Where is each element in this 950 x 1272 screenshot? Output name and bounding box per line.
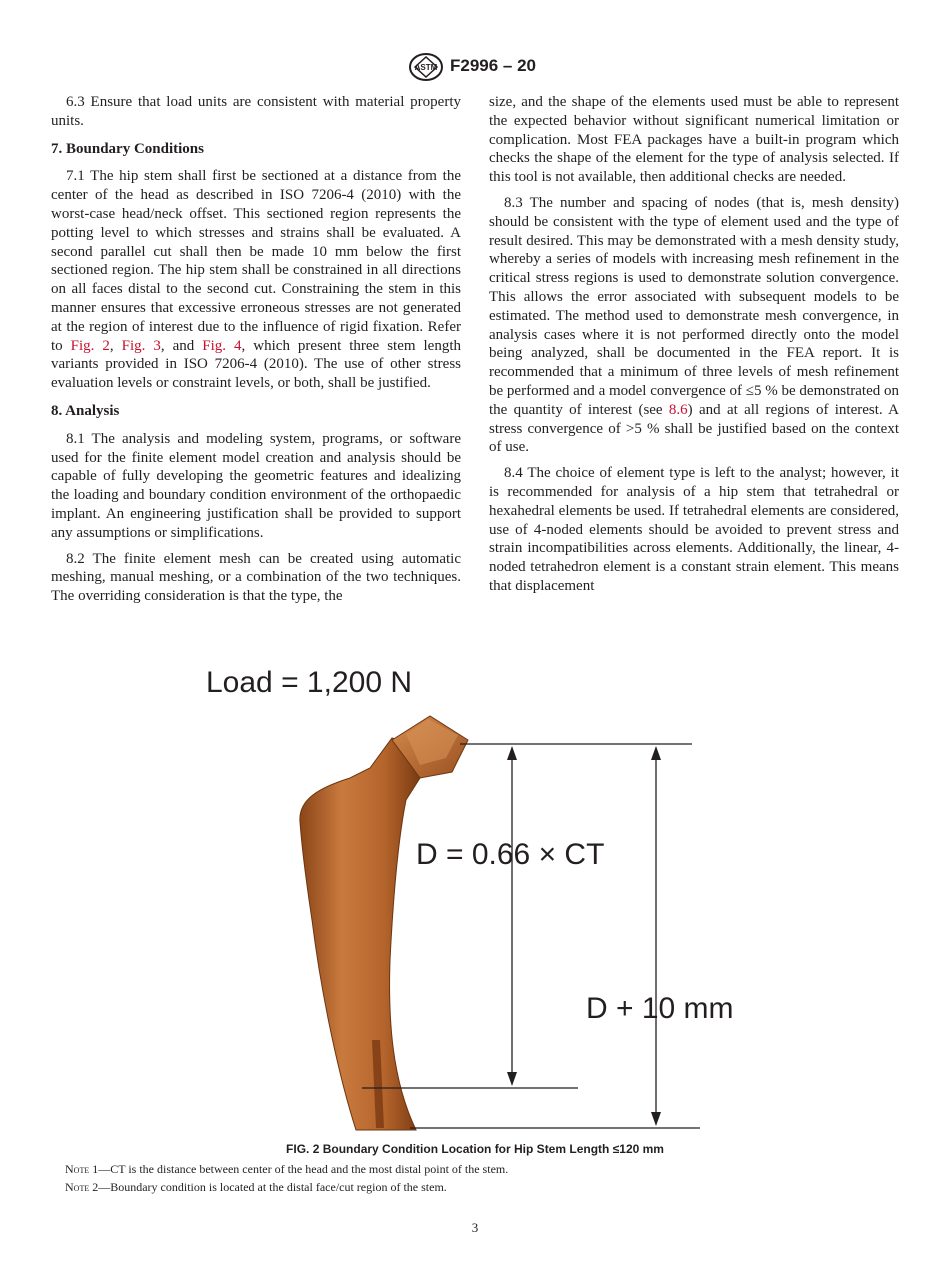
d10-label: D + 10 mm (586, 992, 734, 1025)
paragraph-8-2: 8.2 The finite element mesh can be created using automatic meshing, manual meshing, or a combination of the two techniques. The overriding consideration is that the type, the (51, 550, 461, 605)
paragraph-8-4: 8.4 The choice of element type is left to the analyst; however, it is recommended for analysis of a hip stem that tetrahedral or hexahedral elements be used. If tetrahedral elements are considered, use of 4-noded elements should be avoided to prevent stress and strain incompatibilities across elements. Additionally, the linear, 4-noded tetrahedron element is a constant strain element. This means that displacement (489, 465, 899, 594)
note-2-text: 2—Boundary condition is located at the distal face/cut region of the stem. (89, 1180, 447, 1194)
page-number: 3 (471, 1220, 479, 1235)
right-column (489, 93, 899, 603)
d10-arrow-bottom-icon (651, 1112, 661, 1126)
paragraph-8-2-continued: size, and the shape of the elements used must be able to represent the expected behavior without significant numerical limitation or complication. Most FEA packages have a built-in program which checks the shape of the element for the type of analysis selected. If this tool is not available, then additional checks are needed. (489, 94, 899, 186)
paragraph-6-3: 6.3 Ensure that load units are consistent with material property units. (51, 94, 461, 129)
left-column (51, 93, 461, 613)
paragraph-8-3-text-a: 8.3 The number and spacing of nodes (that is, mesh density) should be consistent with the type of element used and the type of result desired. This may be demonstrated with a mesh density study, whereby a series of models with increasing mesh refinement in the critical stress regions is used to demonstrate solution convergence. This allows the error associated with subsequent models to be estimated. The method used to demonstrate mesh convergence, in analysis cases where it is not performed directly onto the model being analyzed, shall be documented in the FEA report. It is recommended that a minimum of three levels of mesh refinement be performed and a model convergence of ≤5 % be demonstrated on the quantity of interest (see (489, 194, 899, 418)
paragraph-8-3 (489, 194, 899, 457)
note-2 (65, 1178, 508, 1196)
d-formula-label: D = 0.66 × CT (416, 838, 605, 871)
d-arrow-bottom-icon (507, 1072, 517, 1086)
section-heading-8: 8. Analysis (51, 402, 120, 419)
link-fig-2[interactable]: Fig. 2 (70, 337, 110, 354)
load-label: Load = 1,200 N (206, 666, 413, 699)
link-fig-3[interactable]: Fig. 3 (121, 337, 161, 354)
paragraph-7-1 (51, 167, 461, 393)
link-section-8-6[interactable]: 8.6 (668, 401, 688, 418)
page-header (0, 52, 950, 86)
link-fig-4[interactable]: Fig. 4 (202, 337, 242, 354)
figure-caption: FIG. 2 Boundary Condition Location for Hip Stem Length ≤120 mm (286, 1142, 664, 1156)
hip-stem-body (300, 738, 420, 1130)
d10-arrow-top-icon (651, 746, 661, 760)
figure-notes (65, 1160, 508, 1196)
paragraph-7-1-text-a: 7.1 The hip stem shall first be sectioned at a distance from the center of the head as described in ISO 7206-4 (2010) with the worst-case head/neck offset. This sectioned region represents the potting level to which stresses and strains shall be evaluated. A second parallel cut shall then be made 10 mm below the first sectioned region. The hip stem shall be constrained in all directions on all faces distal to the second cut. Constraining the stem in this manner ensures that excessive erroneous stresses are not generated at the region of interest due to the influence of rigid fixation. Refer to (51, 168, 461, 354)
note-1-text: 1—CT is the distance between center of the head and the most distal point of the stem. (89, 1162, 509, 1176)
paragraph-8-3-text-b: ) and at all regions of interest. A stress convergence of >5 % shall be justified based on the context of use. (489, 401, 899, 456)
note-1 (65, 1160, 508, 1178)
document-number: F2996 – 20 (450, 56, 537, 75)
separator-text: , and (160, 337, 203, 354)
paragraph-7-1-text-b: , which present three stem length variants provided in ISO 7206-4 (2010). The use of other stress evaluation levels or constraint levels, or both, shall be justified. (51, 337, 461, 392)
section-heading-7: 7. Boundary Conditions (51, 140, 204, 157)
note-1-label: Note (65, 1162, 90, 1176)
note-2-label: Note (65, 1180, 90, 1194)
astm-logo-icon (408, 52, 444, 82)
paragraph-8-1: 8.1 The analysis and modeling system, programs, or software used for the finite element model creation and analysis should be capable of fully developing the geometric features and idealizing the loading and boundary condition environment of the orthopaedic implant. An engineering justification shall be provided to support any assumptions or simplifications. (51, 430, 461, 541)
d-arrow-top-icon (507, 746, 517, 760)
figure-2-hip-stem-diagram (0, 650, 950, 1140)
svg-text:ASTM: ASTM (414, 63, 438, 72)
separator-text: , (109, 337, 122, 354)
